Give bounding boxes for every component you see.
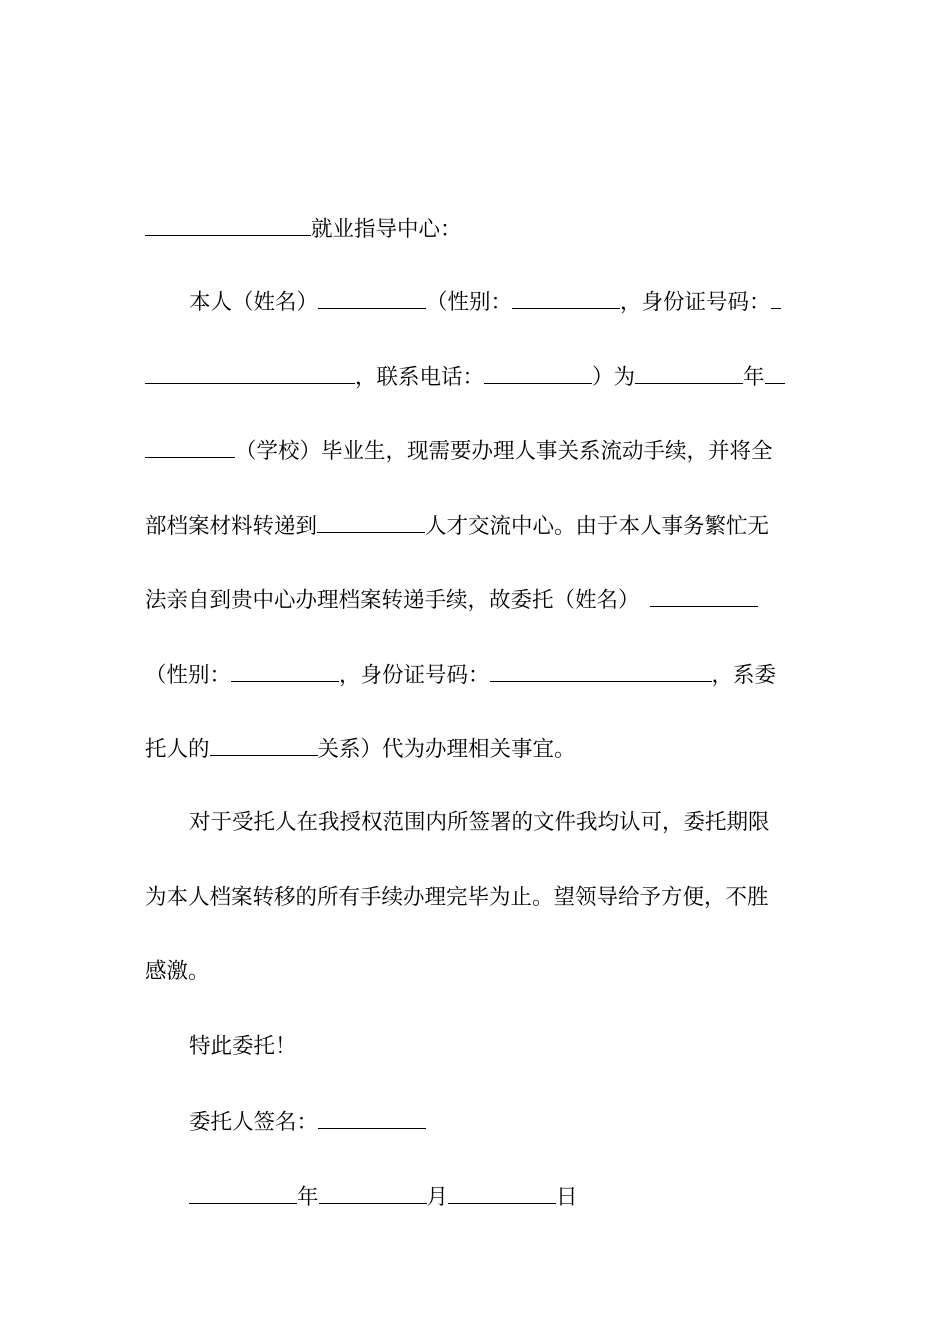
text: ，联系电话： [355,365,485,390]
text: 法亲自到贵中心办理档案转递手续，故委托（姓名） [145,588,640,613]
trustee-gender-blank[interactable] [231,659,339,682]
date-line [189,1181,805,1213]
name-blank[interactable] [318,286,426,309]
relationship-blank[interactable] [210,733,318,756]
text: ，身份证号码： [620,290,771,315]
school-blank[interactable] [145,435,235,458]
text: 为本人档案转移的所有手续办理完毕为止。望领导给予方便，不胜 [145,885,769,910]
salutation-line [145,213,805,245]
blank-field[interactable] [145,213,311,236]
paragraph-1-line-7 [145,733,805,765]
closing-text: 特此委托！ [189,1034,297,1059]
paragraph-1-line-3 [145,435,805,467]
text: 人才交流中心。由于本人事务繁忙无 [425,514,770,539]
text: 关系）代为办理相关事宜。 [317,737,576,762]
id-number-blank-start[interactable] [771,286,781,309]
date-year-blank[interactable] [189,1181,297,1204]
date-month-label: 月 [426,1185,449,1210]
paragraph-1-line-1 [189,286,805,318]
salutation-text: 就业指导中心： [311,217,462,242]
text: （学校）毕业生，现需要办理人事关系流动手续，并将全 [235,439,773,464]
trustee-id-blank[interactable] [490,659,712,682]
trustee-name-blank[interactable] [650,584,758,607]
text: ，系委 [711,663,777,688]
paragraph-2-line-1 [189,808,805,838]
date-month-blank[interactable] [319,1181,427,1204]
text: （性别： [145,663,232,688]
gender-blank[interactable] [512,286,620,309]
text: 感激。 [145,959,210,984]
paragraph-2-line-2 [145,883,805,913]
talent-center-blank[interactable] [317,510,425,533]
date-day-label: 日 [556,1185,578,1210]
date-year-label: 年 [297,1185,319,1210]
school-blank-start[interactable] [765,361,785,384]
signature-label: 委托人签名： [189,1110,319,1135]
text: （性别： [426,290,513,315]
paragraph-1-line-2 [145,361,805,393]
paragraph-2-line-3 [145,957,805,987]
text: 部档案材料转递到 [145,514,318,539]
text: 本人（姓名） [189,290,319,315]
closing-line [189,1032,805,1062]
phone-blank[interactable] [484,361,592,384]
signature-blank[interactable] [318,1106,426,1129]
paragraph-1-line-5 [145,584,805,616]
paragraph-1-line-6 [145,659,805,691]
date-day-blank[interactable] [448,1181,556,1204]
text: 年 [743,365,765,390]
text: 托人的 [145,737,210,762]
text: ）为 [592,365,636,390]
text: ，身份证号码： [339,663,490,688]
text: 对于受托人在我授权范围内所签署的文件我均认可，委托期限 [189,810,770,835]
signature-line [189,1106,805,1138]
id-number-blank[interactable] [145,361,355,384]
paragraph-1-line-4 [145,510,805,542]
graduation-year-blank[interactable] [635,361,743,384]
